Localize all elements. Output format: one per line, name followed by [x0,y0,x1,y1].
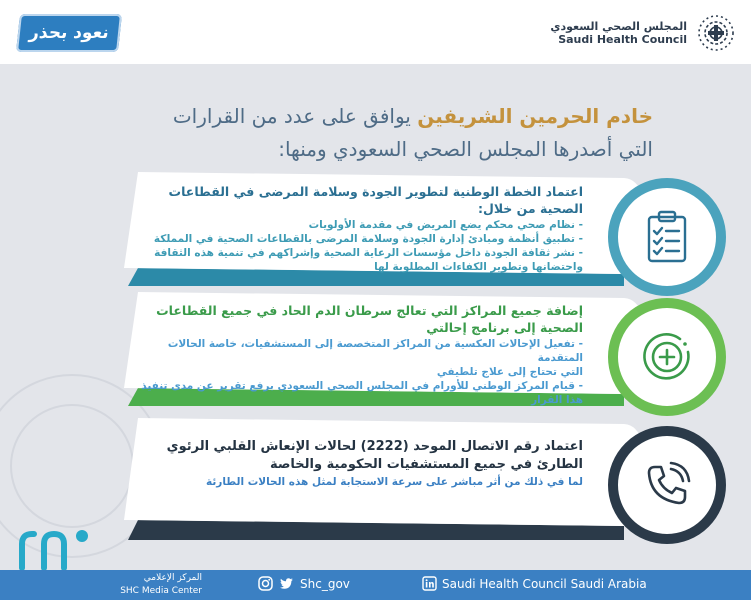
phone-call-icon [641,459,693,511]
list-item: التي تحتاج إلى علاج تلطيفي [436,366,583,378]
clipboard-checklist-icon [641,209,693,265]
decision-card-leukemia [68,290,728,406]
title-line2: التي أصدرها المجلس الصحي السعودي ومنها: [278,137,653,161]
list-item: - نظام صحي محكم يضع المريض في مقدمة الأولويات [308,219,583,231]
logo-arabic-name: المجلس الصحي السعودي [550,20,687,33]
footer [0,570,751,600]
twitter-icon [279,576,294,591]
linkedin-link[interactable] [422,576,647,591]
card-leukemia-heading: إضافة جميع المراكز التي تعالج سرطان الدم الحاد في جميع القطاعات الصحية إلى برنامج إحالتي [156,303,583,335]
list-item: - تفعيل الإحالات العكسية من المراكز المتخصصة إلى المستشفيات، خاصة الحالات المتقدمة [167,338,583,364]
council-emblem-icon [695,12,737,54]
card-quality-list [138,218,583,274]
title-highlight: خادم الحرمين الشريفين [417,104,653,128]
list-item: - تطبيق أنظمة ومبادئ إدارة الجودة وسلامة المرضى بالقطاعات الصحية في المملكة [153,233,583,245]
linkedin-icon [422,576,437,591]
list-item: لما في ذلك من أثر مباشر على سرعة الاستجابة لمثل هذه الحالات الطارئة [205,476,583,488]
media-center-arabic: المركز الإعلامي [143,573,202,583]
list-item: - نشر ثقافة الجودة داخل مؤسسات الرعاية الصحية وإشراكهم في تنمية هذه الثقافة [154,247,583,259]
list-item: - قيام المركز الوطني للأورام في المجلس الصحي السعودي برفع تقرير عن مدى تنفيذ هذا القرار [141,380,583,406]
council-logo [550,10,737,56]
social-handle[interactable] [258,576,350,591]
instagram-icon [258,576,273,591]
campaign-badge: نعود بحذر [16,14,122,52]
card-quality-heading: اعتماد الخطة الوطنية لتطوير الجودة وسلامة المرضى في القطاعات الصحية من خلال: [168,184,583,216]
main-panel [0,64,751,570]
media-center [114,572,202,598]
council-account-text: Saudi Health Council Saudi Arabia [442,576,647,591]
logo-english-name: Saudi Health Council [558,33,687,46]
card-cpr-list [138,475,583,489]
decision-card-cpr-hotline [68,416,728,540]
title-rest: يوافق على عدد من القرارات [172,104,411,128]
decision-card-quality [68,170,728,286]
header [0,0,751,64]
media-center-english: SHC Media Center [120,586,202,596]
card-cpr-heading: اعتماد رقم الاتصال الموحد (2222) لحالات الإنعاش القلبي الرئوي الطارئ في جميع المستشفيات الحكومية والخاصة [166,439,583,472]
plus-circle-icon [640,330,694,384]
handle-text: Shc_gov [300,576,350,591]
page-title [53,100,653,166]
list-item: واحتضانها وتطوير الكفاءات المطلوبة لها [374,261,583,273]
card-leukemia-list [138,337,583,407]
